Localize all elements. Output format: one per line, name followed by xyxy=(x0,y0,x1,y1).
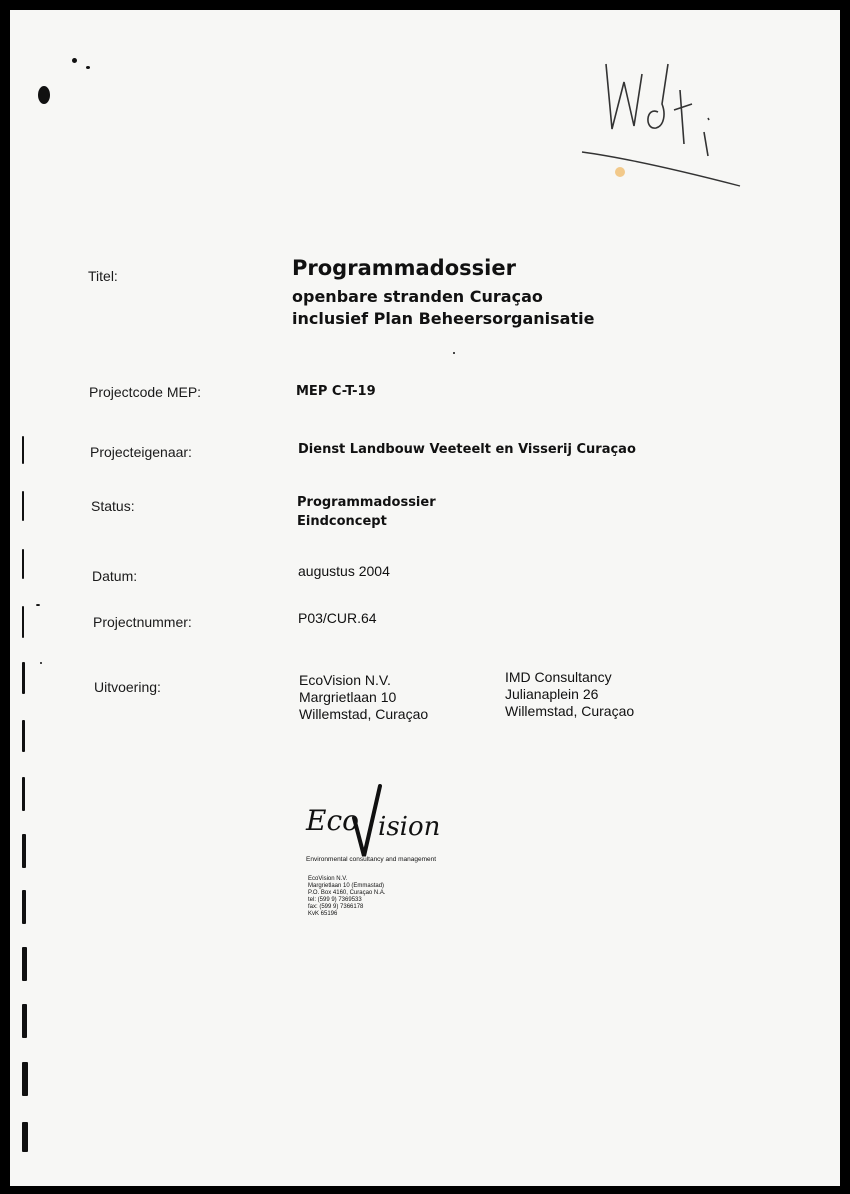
logo-word-vision: ision xyxy=(378,812,441,842)
company-name: IMD Consultancy xyxy=(505,669,612,685)
binding-hole-mark xyxy=(22,890,26,924)
logo-tagline: Environmental consultancy and management xyxy=(306,856,437,863)
ecovision-logo xyxy=(302,782,452,872)
company-address-ecovision xyxy=(299,672,428,723)
logo-word-eco: Eco xyxy=(306,804,359,837)
binding-hole-mark xyxy=(22,491,24,521)
company-address-imd xyxy=(505,669,634,720)
binding-hole-mark xyxy=(22,549,24,579)
title-line3: inclusief Plan Beheersorganisatie xyxy=(292,309,595,328)
projectcode-label: Projectcode MEP: xyxy=(89,384,202,400)
staple-hole xyxy=(38,86,50,104)
contact-line: P.O. Box 4160, Curaçao N.A. xyxy=(308,890,386,896)
binding-hole-mark xyxy=(22,1062,28,1096)
title-heading: Programmadossier xyxy=(292,256,516,280)
speck xyxy=(453,352,455,354)
status-label: Status: xyxy=(91,498,135,514)
binding-hole-mark xyxy=(22,947,27,981)
binding-hole-mark xyxy=(22,606,24,638)
company-street: Margrietlaan 10 xyxy=(299,689,397,705)
document-page xyxy=(10,10,840,1186)
datum-value: augustus 2004 xyxy=(298,563,390,579)
contact-line: KvK 65196 xyxy=(308,911,338,917)
speck xyxy=(36,604,40,606)
company-street: Julianaplein 26 xyxy=(505,686,599,702)
status-line2: Eindconcept xyxy=(297,514,387,529)
projectnummer-value: P03/CUR.64 xyxy=(298,610,377,626)
binding-hole-mark xyxy=(22,1122,28,1152)
binding-hole-mark xyxy=(22,777,25,811)
company-name: EcoVision N.V. xyxy=(299,672,391,688)
projectcode-value: MEP C-T-19 xyxy=(296,384,376,399)
status-line1: Programmadossier xyxy=(297,495,436,510)
contact-line: fax: (599 9) 7366178 xyxy=(308,904,364,910)
company-city: Willemstad, Curaçao xyxy=(505,703,635,719)
contact-line: EcoVision N.V. xyxy=(308,876,348,882)
projectnummer-label: Projectnummer: xyxy=(93,614,192,630)
speck xyxy=(40,662,42,664)
binding-hole-mark xyxy=(22,834,26,868)
staple-mark xyxy=(86,66,90,69)
contact-line: Margrietlaan 10 (Emmastad) xyxy=(308,883,385,889)
company-city: Willemstad, Curaçao xyxy=(299,706,429,722)
binding-hole-mark xyxy=(22,662,25,694)
binding-hole-mark xyxy=(22,720,25,752)
handwritten-annotation xyxy=(576,54,746,204)
projecteigenaar-label: Projecteigenaar: xyxy=(90,444,192,460)
uitvoering-label: Uitvoering: xyxy=(94,679,161,695)
binding-hole-mark xyxy=(22,1004,27,1038)
contact-line: tel: (599 9) 7369533 xyxy=(308,897,362,903)
ecovision-contact-block xyxy=(308,876,386,918)
titel-label: Titel: xyxy=(88,268,118,284)
staple-mark xyxy=(72,58,77,63)
projecteigenaar-value: Dienst Landbouw Veeteelt en Visserij Curaçao xyxy=(298,442,636,457)
binding-hole-mark xyxy=(22,436,24,464)
title-line2: openbare stranden Curaçao xyxy=(292,287,543,306)
datum-label: Datum: xyxy=(92,568,138,584)
